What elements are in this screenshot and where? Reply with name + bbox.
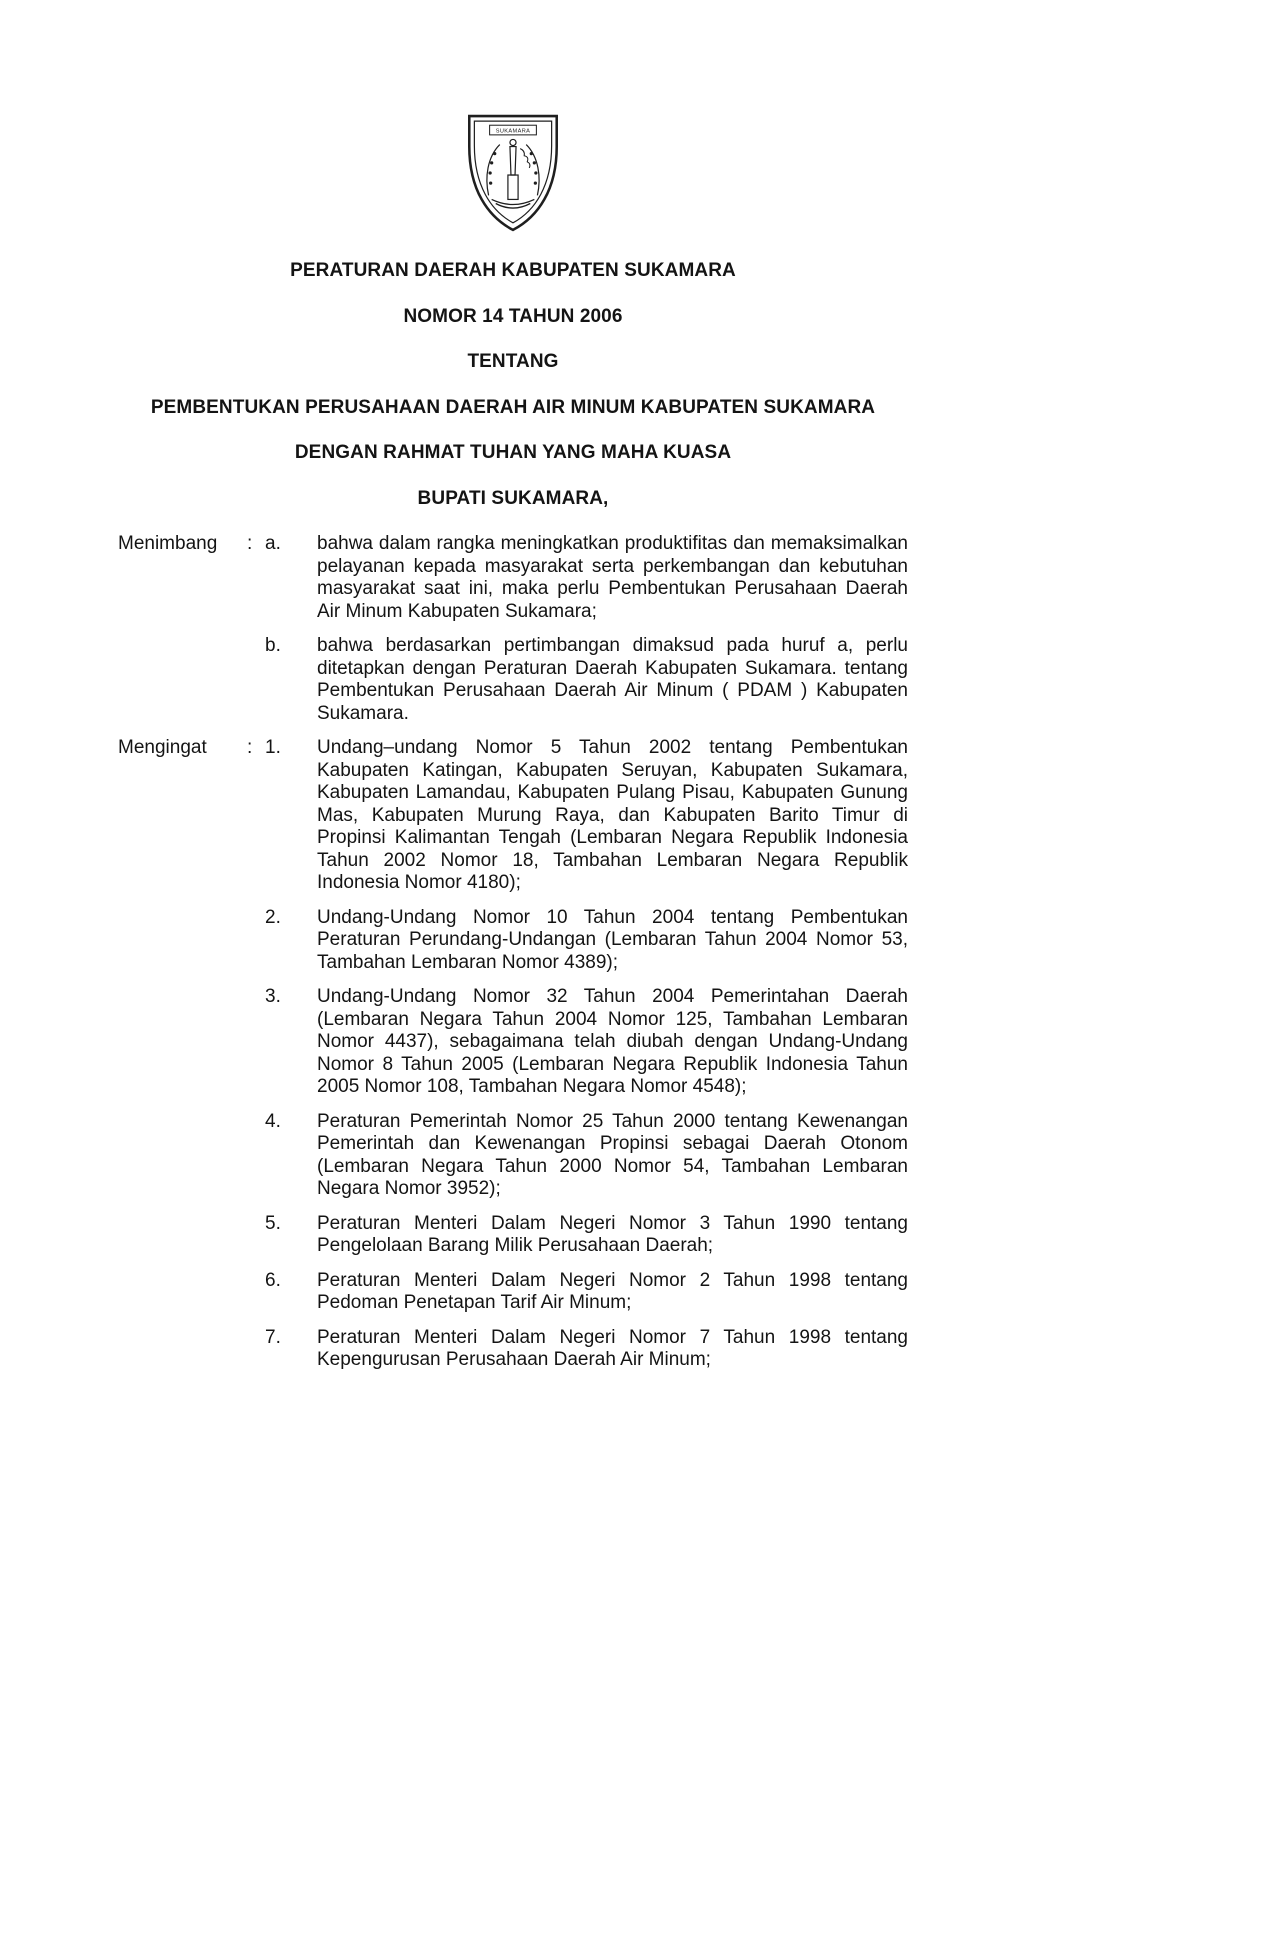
item-text: Undang-Undang Nomor 32 Tahun 2004 Pemerintahan Daerah (Lembaran Negara Tahun 2004 Nomor 125, Tambahan Lembaran Nomor 4437), sebagaimana telah diubah dengan Undang-Undang Nomor 8 Tahun 2005 (Lembaran Negara Republik Indonesia Tahun 2005 Nomor 108, Tambahan Negara Nomor 4548); [317, 986, 908, 1097]
item-marker: b. [265, 635, 281, 656]
emblem-banner-text: SUKAMARA [495, 128, 531, 135]
item-marker: 4. [265, 1110, 281, 1132]
item-marker: 1. [265, 737, 281, 758]
item-text: Undang–undang Nomor 5 Tahun 2002 tentang Pembentukan Kabupaten Katingan, Kabupaten Seruyan, Kabupaten Sukamara, Kabupaten Lamandau, Kabupaten Pulang Pisau, Kabupaten Gunung Mas, Kabupaten Murung Raya, dan Kabupaten Barito Timur di Propinsi Kalimantan Tengah (Lembaran Negara Republik Indonesia Tahun 2002 Nomor 18, Tambahan Lembaran Negara Republik Indonesia Nomor 4180); [317, 737, 908, 893]
section-label-spacer [118, 635, 247, 725]
legal-basis-item [118, 907, 908, 975]
section-label-spacer [118, 1213, 247, 1258]
document-content [118, 0, 908, 1384]
section-colon: : [247, 533, 253, 554]
document-body [118, 533, 908, 1372]
section-colon-spacer [247, 1111, 265, 1201]
document-heading-block [118, 260, 908, 510]
item-marker: 2. [265, 906, 281, 928]
item-text: Peraturan Menteri Dalam Negeri Nomor 2 Tahun 1998 tentang Pedoman Penetapan Tarif Air Minum; [317, 1269, 908, 1313]
item-marker: 7. [265, 1326, 281, 1348]
item-text: bahwa dalam rangka meningkatkan produktifitas dan memaksimalkan pelayanan kepada masyarakat serta perkembangan dan kebutuhan masyarakat saat ini, maka perlu Pembentukan Perusahaan Daerah Air Minum Kabupaten Sukamara; [317, 533, 908, 622]
legal-basis-item [118, 1327, 908, 1372]
section-colon: : [247, 737, 253, 758]
item-text: Peraturan Pemerintah Nomor 25 Tahun 2000 tentang Kewenangan Pemerintah dan Kewenangan Propinsi sebagai Daerah Otonom (Lembaran Negara Tahun 2000 Nomor 54, Tambahan Lembaran Negara Nomor 3952); [317, 1110, 908, 1199]
item-marker: 6. [265, 1269, 281, 1291]
item-marker: 5. [265, 1212, 281, 1234]
section-label: Menimbang [118, 533, 218, 554]
doc-title-line-2: NOMOR 14 TAHUN 2006 [403, 305, 623, 327]
section-colon-spacer [247, 1213, 265, 1258]
consideration-item [118, 635, 908, 725]
section-label-spacer [118, 986, 247, 1099]
section-label-spacer [118, 1327, 247, 1372]
section-label-spacer [118, 907, 247, 975]
legal-basis-item [118, 737, 908, 895]
legal-basis-item [118, 1270, 908, 1315]
section-colon-spacer [247, 1270, 265, 1315]
item-marker: 3. [265, 986, 281, 1007]
legal-basis-item [118, 1111, 908, 1201]
item-text: Undang-Undang Nomor 10 Tahun 2004 tentang Pembentukan Peraturan Perundang-Undangan (Lembaran Tahun 2004 Nomor 53, Tambahan Lembaran Nomor 4389); [317, 906, 908, 973]
item-text: Peraturan Menteri Dalam Negeri Nomor 3 Tahun 1990 tentang Pengelolaan Barang Milik Perusahaan Daerah; [317, 1212, 908, 1256]
section-colon-spacer [247, 907, 265, 975]
section-label: Mengingat [118, 737, 207, 758]
doc-title-line-4: PEMBENTUKAN PERUSAHAAN DAERAH AIR MINUM KABUPATEN SUKAMARA [150, 396, 876, 418]
section-colon-spacer [247, 635, 265, 725]
coat-of-arms [457, 112, 569, 234]
shield-emblem-icon [457, 112, 569, 234]
section-label-spacer [118, 1270, 247, 1315]
doc-title-line-3: TENTANG [467, 351, 559, 372]
menimbang-section [118, 533, 908, 725]
legal-basis-item [118, 986, 908, 1099]
consideration-item [118, 533, 908, 623]
legal-basis-item [118, 1213, 908, 1258]
doc-title-line-6: BUPATI SUKAMARA, [417, 487, 609, 509]
item-text: bahwa berdasarkan pertimbangan dimaksud pada huruf a, perlu ditetapkan dengan Peraturan Daerah Kabupaten Sukamara. tentang Pembentukan Perusahaan Daerah Air Minum ( PDAM ) Kabupaten Sukamara. [317, 635, 908, 724]
mengingat-section [118, 737, 908, 1372]
section-label-spacer [118, 1111, 247, 1201]
item-marker: a. [265, 533, 281, 554]
item-text: Peraturan Menteri Dalam Negeri Nomor 7 Tahun 1998 tentang Kepengurusan Perusahaan Daerah Air Minum; [317, 1326, 908, 1370]
doc-title-line-5: DENGAN RAHMAT TUHAN YANG MAHA KUASA [294, 442, 732, 463]
section-colon-spacer [247, 986, 265, 1099]
section-colon-spacer [247, 1327, 265, 1372]
doc-title-line-1: PERATURAN DAERAH KABUPATEN SUKAMARA [290, 260, 736, 281]
